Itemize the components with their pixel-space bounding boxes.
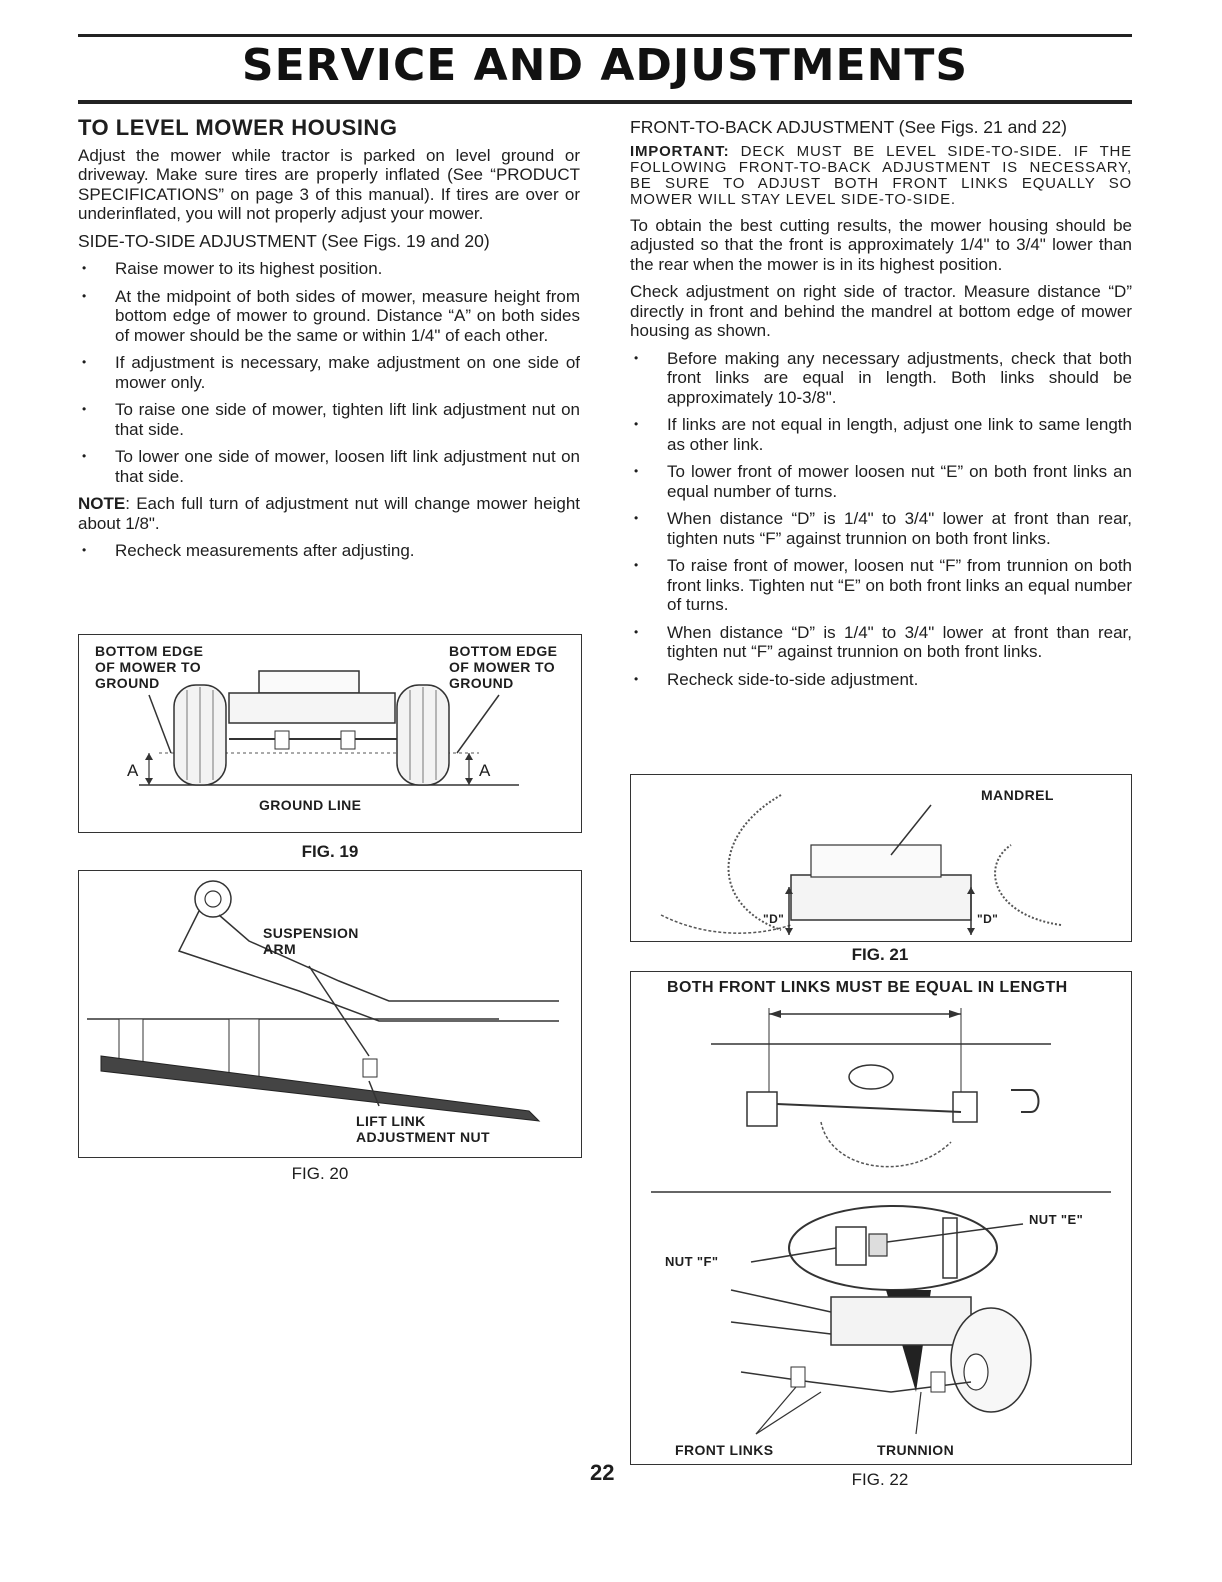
figure-20 bbox=[78, 870, 582, 1158]
list-item: • When distance “D” is 1/4" to 3/4" lower at front than rear, tighten nut “F” against trunnion on both front links. bbox=[630, 623, 1132, 662]
section-heading: TO LEVEL MOWER HOUSING bbox=[78, 115, 398, 140]
label-bottom-edge-left: BOTTOM EDGE OF MOWER TO GROUND bbox=[95, 643, 204, 691]
list-item: • At the midpoint of both sides of mower, measure height from bottom edge of mower to ground. Distance “A” on both sides of mower should be the same or within 1/4" of each other. bbox=[78, 287, 580, 346]
figure-19-caption: FIG. 19 bbox=[301, 842, 359, 861]
recheck-list bbox=[78, 541, 580, 561]
figure-21 bbox=[630, 774, 1132, 942]
label-nut-e: NUT "E" bbox=[1029, 1212, 1084, 1227]
label-bottom-edge-right: BOTTOM EDGE OF MOWER TO GROUND bbox=[449, 643, 558, 691]
label-ground-line: GROUND LINE bbox=[259, 797, 362, 813]
list-item: • To raise one side of mower, tighten lift link adjustment nut on that side. bbox=[78, 400, 580, 439]
label-lift-link-nut: LIFT LINK ADJUSTMENT NUT bbox=[356, 1113, 490, 1145]
fig22-header: BOTH FRONT LINKS MUST BE EQUAL IN LENGTH bbox=[667, 979, 1068, 996]
front-to-back-list bbox=[630, 349, 1132, 690]
label-front-links: FRONT LINKS bbox=[675, 1442, 774, 1458]
label-distance-d-rear: "D" bbox=[977, 912, 999, 926]
mandrel-side-view-drawing bbox=[631, 775, 1131, 941]
figure-22 bbox=[630, 971, 1132, 1465]
list-item: • When distance “D” is 1/4" to 3/4" lower at front than rear, tighten nuts “F” against trunnion on both front links. bbox=[630, 509, 1132, 548]
side-to-side-heading: SIDE-TO-SIDE ADJUSTMENT (See Figs. 19 and 20) bbox=[78, 230, 490, 251]
list-item: • To lower one side of mower, loosen lift link adjustment nut on that side. bbox=[78, 447, 580, 486]
list-item: • Raise mower to its highest position. bbox=[78, 259, 580, 279]
note-paragraph bbox=[78, 494, 580, 533]
important-text: DECK MUST BE LEVEL SIDE-TO-SIDE. IF THE FOLLOWING FRONT-TO-BACK ADJUSTMENT IS NECESSARY, BE SURE TO ADJUST BOTH FRONT LINKS EQUALLY SO MOWER WILL STAY LEVEL SIDE-TO-SIDE. bbox=[630, 142, 1132, 208]
side-to-side-list bbox=[78, 259, 580, 486]
label-distance-d-front: "D" bbox=[763, 912, 785, 926]
paragraph-best-results: To obtain the best cutting results, the mower housing should be adjusted so that the front is approximately 1/4" to 3/4" lower than the rear when the mower is in its highest position. bbox=[630, 215, 1132, 274]
figure-19 bbox=[78, 634, 582, 833]
page-number: 22 bbox=[590, 1460, 615, 1485]
list-item: • If adjustment is necessary, make adjustment on one side of mower only. bbox=[78, 353, 580, 392]
label-nut-f: NUT "F" bbox=[665, 1254, 719, 1269]
front-to-back-heading: FRONT-TO-BACK ADJUSTMENT (See Figs. 21 and 22) bbox=[630, 117, 1067, 137]
figure-21-caption: FIG. 21 bbox=[851, 945, 909, 964]
important-notice bbox=[630, 144, 1132, 208]
note-label: NOTE bbox=[78, 494, 126, 513]
label-distance-a-left: A bbox=[127, 761, 139, 780]
list-item: • Before making any necessary adjustments, check that both front links are equal in length. Both links should be approximately 10-3/8". bbox=[630, 349, 1132, 408]
intro-paragraph: Adjust the mower while tractor is parked on level ground or driveway. Make sure tires are properly inflated (See “PRODUCT SPECIFICATIONS” on page 3 of this manual). If tires are over or underinflated, you will not properly adjust your mower. bbox=[78, 145, 580, 223]
list-item: • To lower front of mower loosen nut “E” on both front links an equal number of turns. bbox=[630, 462, 1132, 501]
left-column bbox=[78, 115, 580, 569]
list-item: • Recheck measurements after adjusting. bbox=[78, 541, 580, 561]
label-trunnion: TRUNNION bbox=[877, 1442, 955, 1458]
label-distance-a-right: A bbox=[479, 761, 491, 780]
suspension-arm-drawing bbox=[79, 871, 581, 1157]
list-item: • If links are not equal in length, adjust one link to same length as other link. bbox=[630, 415, 1132, 454]
paragraph-check-adjustment: Check adjustment on right side of tractor. Measure distance “D” directly in front and behind the mandrel at bottom edge of mower housing as shown. bbox=[630, 282, 1132, 340]
important-label: IMPORTANT: bbox=[630, 142, 730, 160]
figure-22-caption: FIG. 22 bbox=[851, 1470, 909, 1489]
title-underline bbox=[78, 100, 1132, 104]
label-mandrel: MANDREL bbox=[981, 787, 1054, 803]
figure-20-caption: FIG. 20 bbox=[291, 1164, 349, 1183]
list-item: • To raise front of mower, loosen nut “F” from trunnion on both front links. Tighten nut “E” on both front links an equal number of turns. bbox=[630, 556, 1132, 615]
list-item: • Recheck side-to-side adjustment. bbox=[630, 670, 1132, 690]
top-rule bbox=[78, 34, 1132, 37]
right-column bbox=[630, 118, 1132, 697]
page-title: SERVICE AND ADJUSTMENTS bbox=[241, 40, 969, 91]
label-suspension-arm: SUSPENSION ARM bbox=[263, 925, 359, 957]
note-text: : Each full turn of adjustment nut will change mower height about 1/8". bbox=[78, 494, 580, 533]
